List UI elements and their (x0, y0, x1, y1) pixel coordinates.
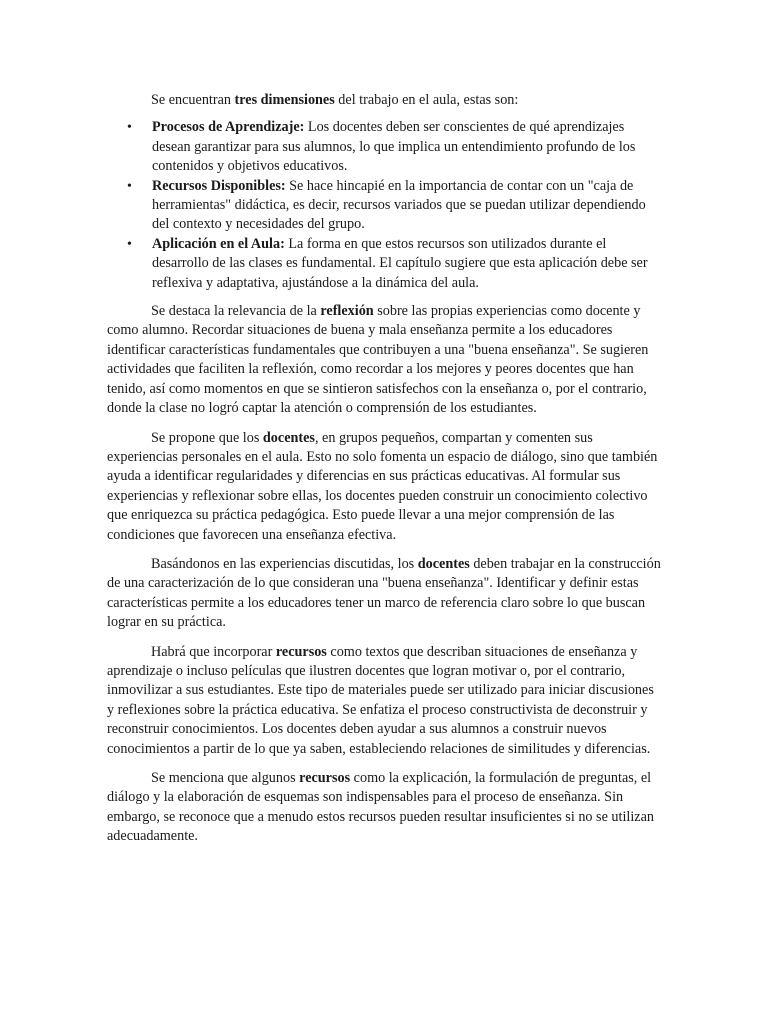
paragraph-text-start: Se propone que los (151, 429, 263, 446)
paragraph-text-start: Habrá que incorporar (151, 643, 276, 660)
paragraph-text-start: Se destaca la relevancia de la (151, 303, 321, 320)
paragraph-bold-text: reflexión (320, 303, 374, 320)
paragraph-text-start: Basándonos en las experiencias discutidas, los (151, 555, 418, 572)
dimensions-list (107, 118, 663, 293)
paragraph-text-end: como textos que describan situaciones de enseñanza y aprendizaje o incluso películas que ilustren docentes que logran motivar o, por el contrario, inmovilizar a sus estudiantes. Este tipo de materiales puede ser utilizado para iniciar discusiones y reflexiones sobre la práctica educativa. Se enfatiza el proceso constructivista de deconstruir y reconstruir conocimientos. Los docentes deben ayudar a sus alumnos a construir nuevos conocimientos a partir de lo que ya saben, estableciendo relaciones de similitudes y diferencias. (107, 643, 654, 757)
list-item-text: La forma en que estos recursos son utilizados durante el desarrollo de las clases es fundamental. El capítulo sugiere que esta aplicación debe ser reflexiva y adaptativa, ajustándose a la dinámica del aula. (152, 235, 648, 291)
paragraph-reflexion (107, 302, 663, 418)
list-item-text: Se hace hincapié en la importancia de contar con un "caja de herramientas" didáctica, es decir, recursos variados que se puedan utilizar dependiendo del contexto y necesidades del grupo. (152, 177, 646, 233)
bullet-icon: • (127, 236, 132, 252)
paragraph-text-start: Se menciona que algunos (151, 770, 300, 786)
paragraph-text-end: como la explicación, la formulación de preguntas, el diálogo y la elaboración de esquemas son indispensables para el proceso de enseñanza. Sin embargo, se reconoce que a menudo estos recursos pueden resultar insuficientes si no se utilizan adecuadamente. (107, 770, 654, 845)
paragraph-text-end: deben trabajar en la construcción de una caracterización de lo que consideran una "buena enseñanza". Identificar y definir estas características permite a los educadores tener un marco de referencia claro sobre lo que buscan lograr en su práctica. (107, 555, 661, 631)
intro-text-end: del trabajo en el aula, estas son: (334, 92, 519, 108)
paragraph-bold-text: docentes (262, 429, 315, 446)
document-body (107, 91, 663, 857)
intro-paragraph (107, 91, 663, 110)
paragraph-bold-text: docentes (417, 555, 470, 572)
intro-text-start: Se encuentran (151, 92, 235, 108)
bullet-icon: • (127, 120, 132, 136)
bullet-icon: • (127, 178, 132, 194)
list-item-procesos (127, 118, 663, 176)
list-item-title: Recursos Disponibles: (152, 177, 286, 194)
intro-bold-text: tres dimensiones (234, 92, 335, 108)
list-item-title: Procesos de Aprendizaje: (152, 119, 305, 136)
paragraph-incorporar-recursos (107, 643, 663, 759)
paragraph-bold-text: recursos (275, 643, 327, 660)
list-item-aplicacion (127, 235, 663, 293)
paragraph-text-end: , en grupos pequeños, compartan y comenten sus experiencias personales en el aula. Esto no solo fomenta un espacio de diálogo, sino que también ayuda a identificar regularidades y diferencias en sus prácticas educativas. Al formular sus experiencias y reflexionar sobre ellas, los docentes pueden construir un conocimiento colectivo que enriquezca su práctica pedagógica. Esto puede llevar a una mejor comprensión de las condiciones que favorecen una enseñanza efectiva. (107, 429, 658, 543)
paragraph-text-end: sobre las propias experiencias como docente y como alumno. Recordar situaciones de buena y mala enseñanza permite a los educadores identificar características fundamentales que contribuyen a una "buena enseñanza". Se sugieren actividades que faciliten la reflexión, como recordar a los mejores y peores docentes que han tenido, así como momentos en que se sintieron satisfechos con la enseñanza o, por el contrario, donde la clase no logró captar la atención o comprensión de los estudiantes. (107, 303, 649, 417)
paragraph-docentes-grupos (107, 429, 663, 545)
list-item-recursos (127, 177, 663, 235)
list-item-text: Los docentes deben ser conscientes de qué aprendizajes desean garantizar para sus alumnos, lo que implica un entendimiento profundo de los contenidos y objetivos educativos. (152, 119, 636, 175)
paragraph-bold-text: recursos (299, 770, 351, 786)
paragraph-recursos-indispensables (107, 769, 663, 847)
paragraph-caracterizacion (107, 555, 663, 633)
list-item-title: Aplicación en el Aula: (152, 235, 285, 252)
